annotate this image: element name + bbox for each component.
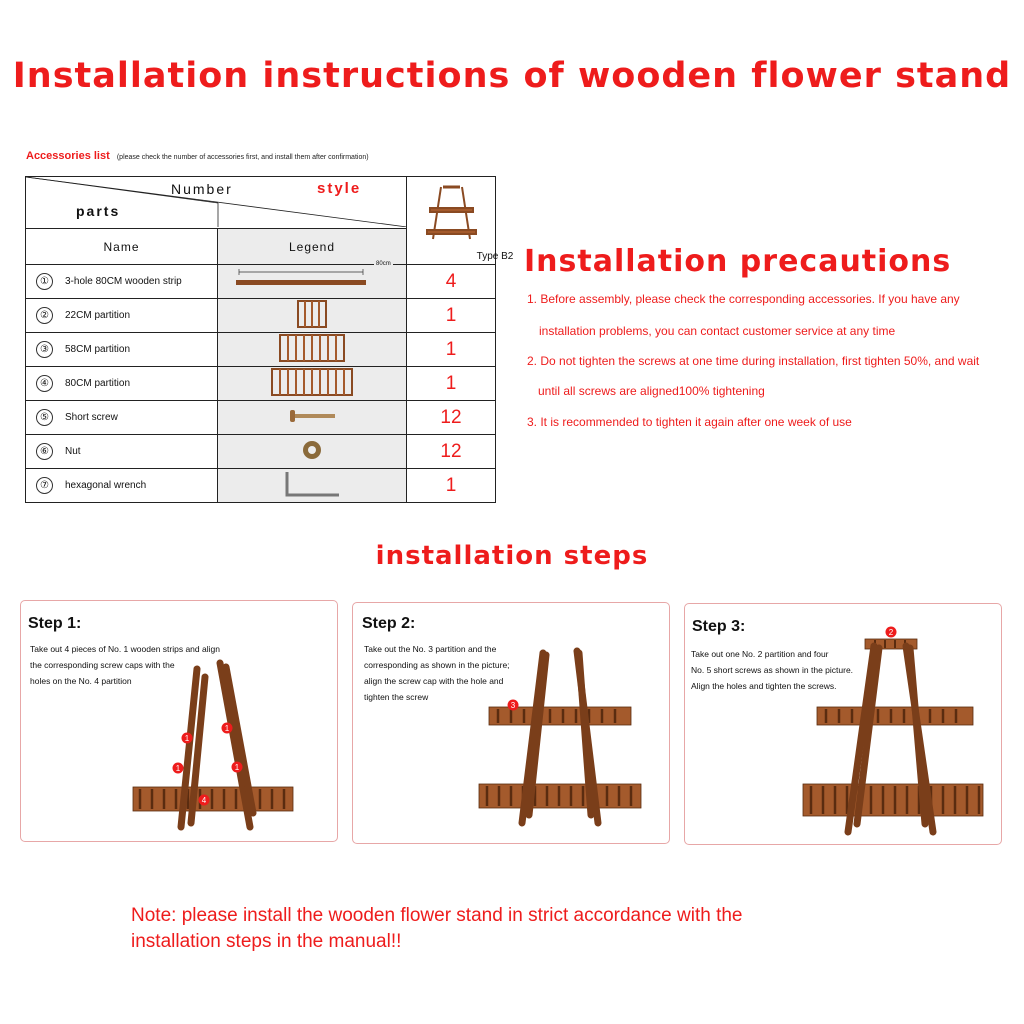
step-1-line: holes on the No. 4 partition	[30, 676, 132, 686]
row-qty: 1	[407, 367, 496, 401]
precaution-line: 3. It is recommended to tighten it again after one week of use	[527, 415, 852, 429]
footer-note	[131, 903, 743, 955]
table-row	[26, 333, 496, 367]
step-3-line: Align the holes and tighten the screws.	[691, 681, 837, 691]
row-name	[26, 435, 218, 469]
precautions-title: Installation precautions	[524, 244, 952, 279]
step-2-line: corresponding as shown in the picture;	[364, 660, 510, 670]
table-row	[26, 401, 496, 435]
legend-short-screw	[218, 401, 407, 435]
table-row	[26, 265, 496, 299]
row-label: 22CM partition	[65, 310, 131, 321]
step-1-label: Step 1:	[28, 615, 82, 632]
footer-note-line: installation steps in the manual!!	[131, 931, 402, 952]
type-cell	[407, 177, 514, 265]
row-index: ②	[36, 307, 53, 324]
row-name	[26, 469, 218, 503]
row-qty: 4	[407, 265, 496, 299]
table-row	[26, 469, 496, 503]
row-qty: 1	[407, 469, 496, 503]
partition-58-icon	[276, 333, 348, 363]
table-row	[26, 435, 496, 469]
nut-icon	[297, 435, 327, 465]
row-label: 80CM partition	[65, 378, 131, 389]
legend-nut	[218, 435, 407, 469]
step-1-panel	[20, 600, 338, 842]
header-style: style	[317, 180, 362, 197]
steps-title: installation steps	[375, 541, 649, 571]
step-1-text	[30, 641, 220, 689]
accessories-note: (please check the number of accessories first, and install them after confirmation)	[116, 154, 369, 161]
row-name	[26, 333, 218, 367]
precaution-line: 2. Do not tighten the screws at one time during installation, first tighten 50%, and wait	[527, 354, 980, 368]
row-qty: 12	[407, 435, 496, 469]
strip-dimension: 80cm	[376, 261, 391, 267]
type-b2-thumbnail	[407, 177, 496, 261]
marker-text: 2	[888, 628, 894, 637]
table-row	[26, 367, 496, 401]
legend-hex-wrench	[218, 469, 407, 503]
col-legend-header: Legend	[218, 229, 407, 265]
step-3-line: No. 5 short screws as shown in the picture.	[691, 665, 854, 675]
table-corner-header	[26, 177, 407, 229]
step-2-line: align the screw cap with the hole and	[364, 676, 504, 686]
row-qty: 1	[407, 333, 496, 367]
step-3-panel	[684, 603, 1002, 845]
row-label: hexagonal wrench	[65, 480, 147, 491]
step-2-panel	[352, 602, 670, 844]
page-title: Installation instructions of wooden flower stand	[12, 56, 1012, 96]
accessories-table	[25, 176, 514, 503]
legend-58cm-partition	[218, 333, 407, 367]
row-index: ⑤	[36, 409, 53, 426]
step-1-illustration	[21, 601, 339, 843]
wooden-strip-icon	[231, 265, 371, 295]
row-name	[26, 401, 218, 435]
step-1-line: the corresponding screw caps with the	[30, 660, 175, 670]
partition-80-icon	[269, 367, 355, 397]
row-name	[26, 265, 218, 299]
step-2-line: tighten the screw	[364, 692, 429, 702]
row-index: ⑦	[36, 477, 53, 494]
step-2-illustration	[353, 603, 671, 845]
step-2-line: Take out the No. 3 partition and the	[364, 644, 497, 654]
marker-text: 1	[184, 734, 190, 743]
row-label: Nut	[65, 446, 81, 457]
row-index: ⑥	[36, 443, 53, 460]
partition-22-icon	[292, 299, 332, 329]
marker-text: 1	[175, 764, 181, 773]
step-3-line: Take out one No. 2 partition and four	[691, 649, 829, 659]
row-label: Short screw	[65, 412, 118, 423]
row-label: 58CM partition	[65, 344, 131, 355]
marker-text: 4	[201, 796, 207, 805]
row-name	[26, 367, 218, 401]
marker-text: 3	[510, 701, 516, 710]
accessories-heading-label: Accessories list	[26, 150, 110, 162]
row-name	[26, 299, 218, 333]
marker-text: 1	[234, 763, 240, 772]
row-qty: 12	[407, 401, 496, 435]
step-3-illustration	[685, 604, 1003, 846]
row-index: ④	[36, 375, 53, 392]
row-index: ①	[36, 273, 53, 290]
legend-22cm-partition	[218, 299, 407, 333]
step-3-text	[691, 646, 853, 694]
row-index: ③	[36, 341, 53, 358]
table-row	[26, 299, 496, 333]
step-2-label: Step 2:	[362, 615, 416, 632]
screw-icon	[284, 401, 340, 431]
col-name-header: Name	[26, 229, 218, 265]
precaution-line: 1. Before assembly, please check the corresponding accessories. If you have any	[527, 292, 960, 306]
step-3-label: Step 3:	[692, 618, 746, 635]
step-1-line: Take out 4 pieces of No. 1 wooden strips and align	[30, 644, 220, 654]
legend-wooden-strip	[218, 261, 407, 299]
marker-text: 1	[224, 724, 230, 733]
legend-80cm-partition	[218, 367, 407, 401]
row-qty: 1	[407, 299, 496, 333]
accessories-heading	[26, 150, 369, 162]
header-number: Number	[171, 181, 233, 197]
step-2-text	[364, 641, 510, 705]
footer-note-line: Note: please install the wooden flower stand in strict accordance with the	[131, 905, 743, 926]
precaution-line: until all screws are aligned100% tightening	[538, 384, 765, 398]
header-parts: parts	[76, 203, 121, 219]
type-name: Type B2	[476, 251, 514, 262]
precaution-line: installation problems, you can contact customer service at any time	[539, 324, 896, 338]
row-label: 3-hole 80CM wooden strip	[65, 276, 182, 287]
wrench-icon	[277, 469, 347, 499]
